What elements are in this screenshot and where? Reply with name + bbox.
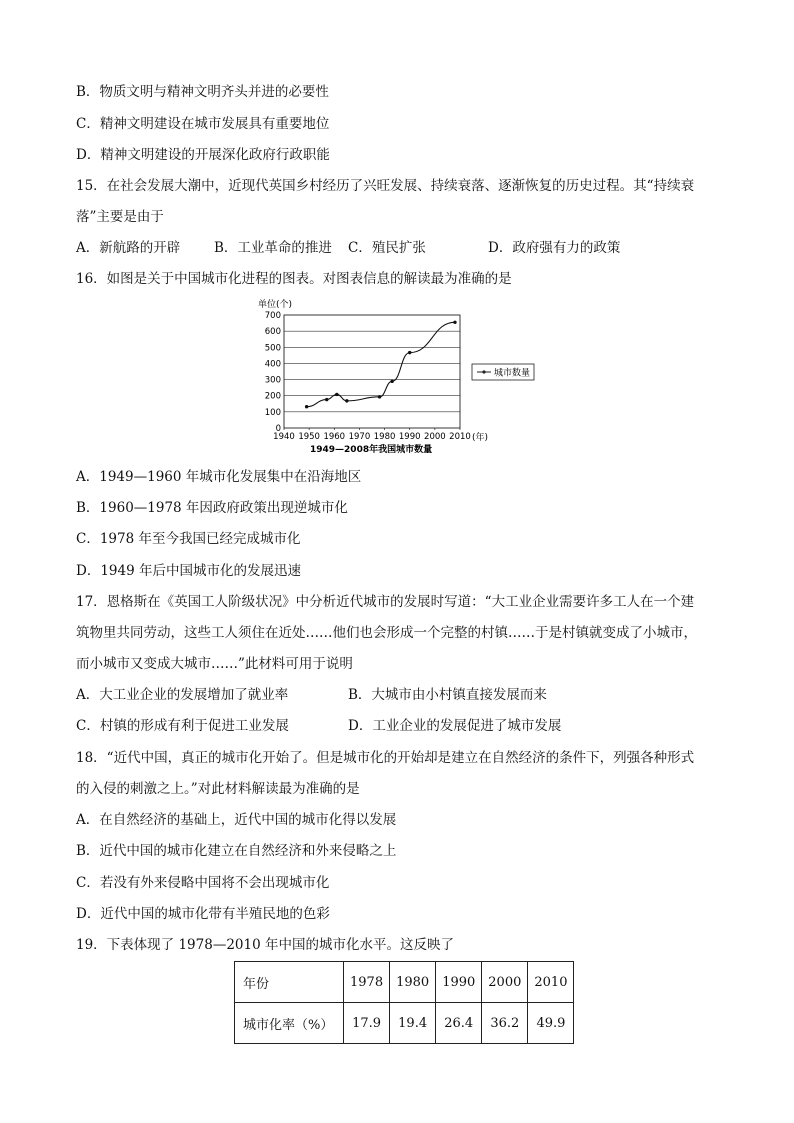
plot-frame xyxy=(284,315,460,428)
q17-stem-line2: 筑物里共同劳动，这些工人须住在近处……他们也会形成一个完整的村镇……于是村镇就变成了小城市， xyxy=(76,625,697,641)
data-point xyxy=(305,405,308,408)
q15-stem-line2: 落”主要是由于 xyxy=(76,209,164,225)
table-cell-year: 2010 xyxy=(528,962,574,1003)
y-tick-label: 100 xyxy=(264,407,281,418)
x-tick-label: 1990 xyxy=(398,432,421,442)
table-cell-rate: 19.4 xyxy=(390,1003,436,1044)
table-cell-rate: 36.2 xyxy=(482,1003,528,1044)
q17-option-b: B．大城市由小村镇直接发展而来 xyxy=(348,687,547,703)
q17-option-d: D．工业企业的发展促进了城市发展 xyxy=(348,718,562,734)
table-cell-rate: 26.4 xyxy=(436,1003,482,1044)
q17-stem-line1: 17．恩格斯在《英国工人阶级状况》中分析近代城市的发展时写道：“大工业企业需要许多工人在一个建 xyxy=(76,594,695,610)
y-tick-label: 400 xyxy=(264,359,281,370)
q17-stem-line3: 而小城市又变成大城市……”此材料可用于说明 xyxy=(76,656,353,672)
q18-option-c: C．若没有外来侵略中国将不会出现城市化 xyxy=(76,875,330,891)
x-tick-label: 2000 xyxy=(424,432,446,442)
q14-option-c: C．精神文明建设在城市发展具有重要地位 xyxy=(76,116,330,132)
chart-caption: 1949—2008年我国城市数量 xyxy=(310,445,433,455)
city-count-chart xyxy=(256,295,556,460)
x-tick-label: 2010 xyxy=(449,432,471,442)
table-cell-year: 1990 xyxy=(436,962,482,1003)
q17-option-a: A．大工业企业的发展增加了就业率 xyxy=(76,687,289,703)
urbanization-table xyxy=(234,961,574,1044)
table-row xyxy=(235,1003,574,1044)
data-point xyxy=(453,321,456,324)
q15-option-d: D．政府强有力的政策 xyxy=(488,240,621,256)
chart-y-axis-label: 单位(个) xyxy=(258,300,293,310)
x-tick-label: 1950 xyxy=(298,432,320,442)
chart-x-axis-unit: (年) xyxy=(472,433,489,443)
chart-legend xyxy=(472,364,534,380)
data-point xyxy=(378,395,381,398)
x-tick-label: 1960 xyxy=(323,432,346,442)
q18-option-d: D．近代中国的城市化带有半殖民地的色彩 xyxy=(76,906,330,922)
table-cell-rate: 17.9 xyxy=(344,1003,390,1044)
table-cell-year: 1978 xyxy=(344,962,390,1003)
table-cell-year: 1980 xyxy=(390,962,436,1003)
chart-grid xyxy=(284,331,460,412)
data-point xyxy=(408,351,411,354)
q14-option-b: B．物质文明与精神文明齐头并进的必要性 xyxy=(76,84,329,100)
x-tick-label: 1970 xyxy=(348,432,371,442)
q18-option-a: A．在自然经济的基础上，近代中国的城市化得以发展 xyxy=(76,812,397,828)
q16-stem: 16．如图是关于中国城市化进程的图表。对图表信息的解读最为准确的是 xyxy=(76,271,512,287)
data-point xyxy=(345,399,348,402)
q15-stem-line1: 15．在社会发展大潮中，近现代英国乡村经历了兴旺发展、持续衰落、逐渐恢复的历史过程。其“持续衰 xyxy=(76,178,695,194)
table-cell-rate: 49.9 xyxy=(528,1003,574,1044)
data-point xyxy=(325,398,328,401)
chart-axes xyxy=(265,311,471,442)
q14-option-d: D．精神文明建设的开展深化政府行政职能 xyxy=(76,147,330,163)
q18-option-b: B．近代中国的城市化建立在自然经济和外来侵略之上 xyxy=(76,843,397,859)
x-tick-label: 1980 xyxy=(373,432,396,442)
y-tick-label: 500 xyxy=(264,343,281,354)
chart-series xyxy=(305,321,457,409)
q16-option-a: A．1949—1960 年城市化发展集中在沿海地区 xyxy=(76,469,362,485)
q16-option-d: D．1949 年后中国城市化的发展迅速 xyxy=(76,563,301,579)
q18-stem-line2: 的入侵的刺激之上。”对此材料解读最为准确的是 xyxy=(76,781,360,797)
data-point xyxy=(390,380,393,383)
q15-option-b: B．工业革命的推进 xyxy=(214,240,332,256)
q15-option-c: C．殖民扩张 xyxy=(348,240,426,256)
table-row-head-rate: 城市化率（%） xyxy=(235,1003,344,1044)
q19-stem: 19．下表体现了 1978—2010 年中国的城市化水平。这反映了 xyxy=(76,937,454,953)
table-row-head-year: 年份 xyxy=(235,962,344,1003)
q17-option-c: C．村镇的形成有利于促进工业发展 xyxy=(76,718,289,734)
y-tick-label: 0 xyxy=(275,424,281,434)
city-count-chart-svg xyxy=(256,295,556,460)
y-tick-label: 700 xyxy=(264,311,281,321)
series-line xyxy=(307,322,455,406)
table-row xyxy=(235,962,574,1003)
x-tick-label: 1940 xyxy=(273,432,295,442)
q18-stem-line1: 18．“近代中国，真正的城市化开始了。但是城市化的开始却是建立在自然经济的条件下，列强各种形式 xyxy=(76,750,695,766)
y-tick-label: 600 xyxy=(264,327,281,338)
y-tick-label: 300 xyxy=(264,375,281,386)
data-point xyxy=(335,393,338,396)
q16-option-b: B．1960—1978 年因政府政策出现逆城市化 xyxy=(76,500,348,516)
legend-series-name: 城市数量 xyxy=(494,368,531,379)
legend-marker xyxy=(482,370,485,373)
q15-option-a: A．新航路的开辟 xyxy=(76,240,181,256)
table-cell-year: 2000 xyxy=(482,962,528,1003)
y-tick-label: 200 xyxy=(264,391,281,402)
q16-option-c: C．1978 年至今我国已经完成城市化 xyxy=(76,531,301,547)
